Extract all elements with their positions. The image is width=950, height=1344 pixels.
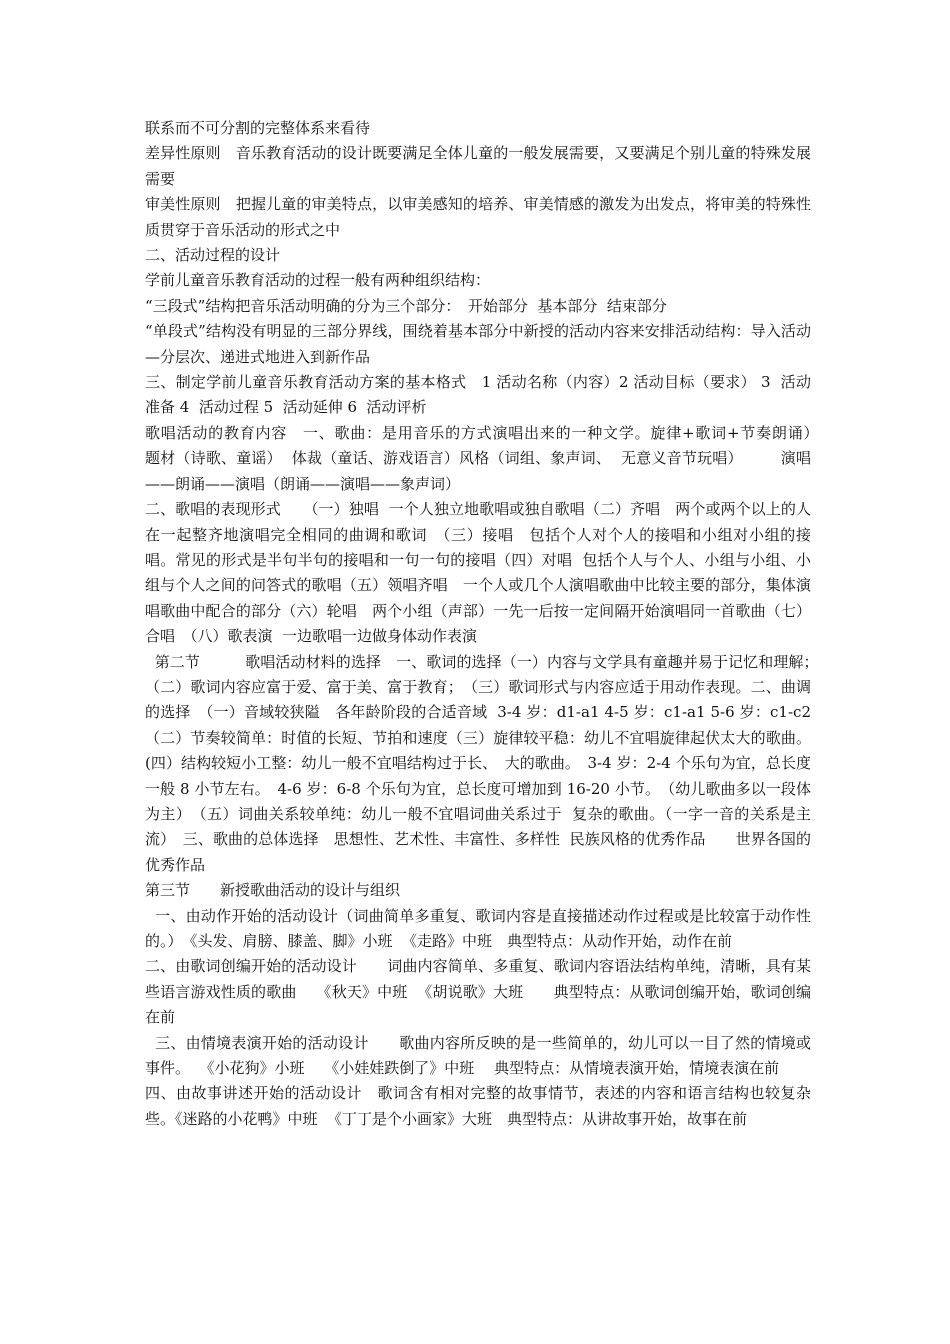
paragraph-7: “单段式”结构没有明显的三部分界线，围绕着基本部分中新授的活动内容来安排活动结构：导入活动—分层次、递进式地进入到新作品 [145, 322, 811, 366]
paragraph-1: 联系而不可分割的完整体系来看待 [145, 119, 371, 137]
paragraph-16: 四、由故事讲述开始的活动设计 歌词含有相对完整的故事情节，表述的内容和语言结构也较复杂些。《迷路的小花鸭》中班 《丁丁是个小画家》大班 典型特点：从讲故事开始，故事在前 [145, 1084, 811, 1128]
paragraph-10: 二、歌唱的表现形式 （一）独唱 一个人独立地歌唱或独自歌唱（二）齐唱 两个或两个以上的人在一起整齐地演唱完全相同的曲调和歌词 （三）接唱 包括个人对个人的接唱和小组对小组的接唱。常见的形式是半句半句的接唱和一句一句的接唱（四）对唱 包括个人与个人、小组与小组、小组与个人之间的问答式的歌唱（五）领唱齐唱 一个人或几个人演唱歌曲中比较主要的部分，集体演唱歌曲中配合的部分（六）轮唱 两个小组（声部）一先一后按一定间隔开始演唱同一首歌曲（七）合唱 （八）歌表演 一边歌唱一边做身体动作表演 [145, 500, 811, 646]
paragraph-6: “三段式”结构把音乐活动明确的分为三个部分： 开始部分 基本部分 结束部分 [145, 296, 667, 315]
paragraph-8: 三、制定学前儿童音乐教育活动方案的基本格式 1 活动名称（内容）2 活动目标（要求） 3 活动准备 4 活动过程 5 活动延伸 6 活动评析 [145, 373, 811, 417]
paragraph-14: 二、由歌词创编开始的活动设计 词曲内容简单、多重复、歌词内容语法结构单纯，清晰，具有某些语言游戏性质的歌曲 《秋天》中班 《胡说歌》大班 典型特点：从歌词创编开始，歌词创编在前 [145, 957, 811, 1027]
paragraph-15: 三、由情境表演开始的活动设计 歌曲内容所反映的是一些简单的，幼儿可以一目了然的情境或事件。 《小花狗》小班 《小娃娃跌倒了》中班 典型特点：从情境表演开始，情境表演在前 [145, 1033, 811, 1078]
paragraph-9: 歌唱活动的教育内容 一、歌曲：是用音乐的方式演唱出来的一种文学。旋律+歌词+节奏朗诵） 题材（诗歌、童谣） 体裁（童话、游戏语言）风格（词组、象声词、 无意义音节玩唱） 演唱——朗诵——演唱（朗诵——演唱——象声词） [145, 423, 842, 493]
document-body [145, 116, 842, 1132]
paragraph-3: 审美性原则 把握儿童的审美特点，以审美感知的培养、审美情感的激发为出发点，将审美的特殊性质贯穿于音乐活动的形式之中 [145, 195, 811, 239]
paragraph-2: 差异性原则 音乐教育活动的设计既要满足全体儿童的一般发展需要，又要满足个别儿童的特殊发展需要 [145, 144, 811, 188]
paragraph-12: 第三节 新授歌曲活动的设计与组织 [145, 881, 401, 900]
paragraph-11: 第二节 歌唱活动材料的选择 一、歌词的选择（一）内容与文学具有童趣并易于记忆和理解； （二）歌词内容应富于爱、富于美、富于教育； （三）歌词形式与内容应适于用动作表现。二、曲调的选择 （一）音域较狭隘 各年龄阶段的合适音域 3-4 岁：d1-a1 4-5 岁：c1-a1 5-6 岁：c1-c2 （二）节奏较简单：时值的长短、节拍和速度（三）旋律较平稳：幼儿不宜唱旋律起伏太大的歌曲。(四）结构较短小工整：幼儿一般不宜唱结构过于长、 大的歌曲。 3-4 岁：2-4 个乐句为宜，总长度一般 8 小节左右。 4-6 岁：6-8 个乐句为宜，总长度可增加到 16-20 小节。 （幼儿歌曲多以一段体为主） （五）词曲关系较单纯：幼儿一般不宜唱词曲关系过于 复杂的歌曲。（一字一音的关系是主流） 三、歌曲的总体选择 思想性、艺术性、丰富性、多样性 民族风格的优秀作品 世界各国的优秀作品 [145, 652, 827, 874]
paragraph-5: 学前儿童音乐教育活动的过程一般有两种组织结构： [145, 271, 491, 290]
paragraph-4: 二、活动过程的设计 [145, 246, 281, 265]
paragraph-13: 一、由动作开始的活动设计（词曲简单多重复、歌词内容是直接描述动作过程或是比较富于动作性的。） 《头发、肩膀、膝盖、脚》小班 《走路》中班 典型特点：从动作开始，动作在前 [145, 906, 811, 950]
